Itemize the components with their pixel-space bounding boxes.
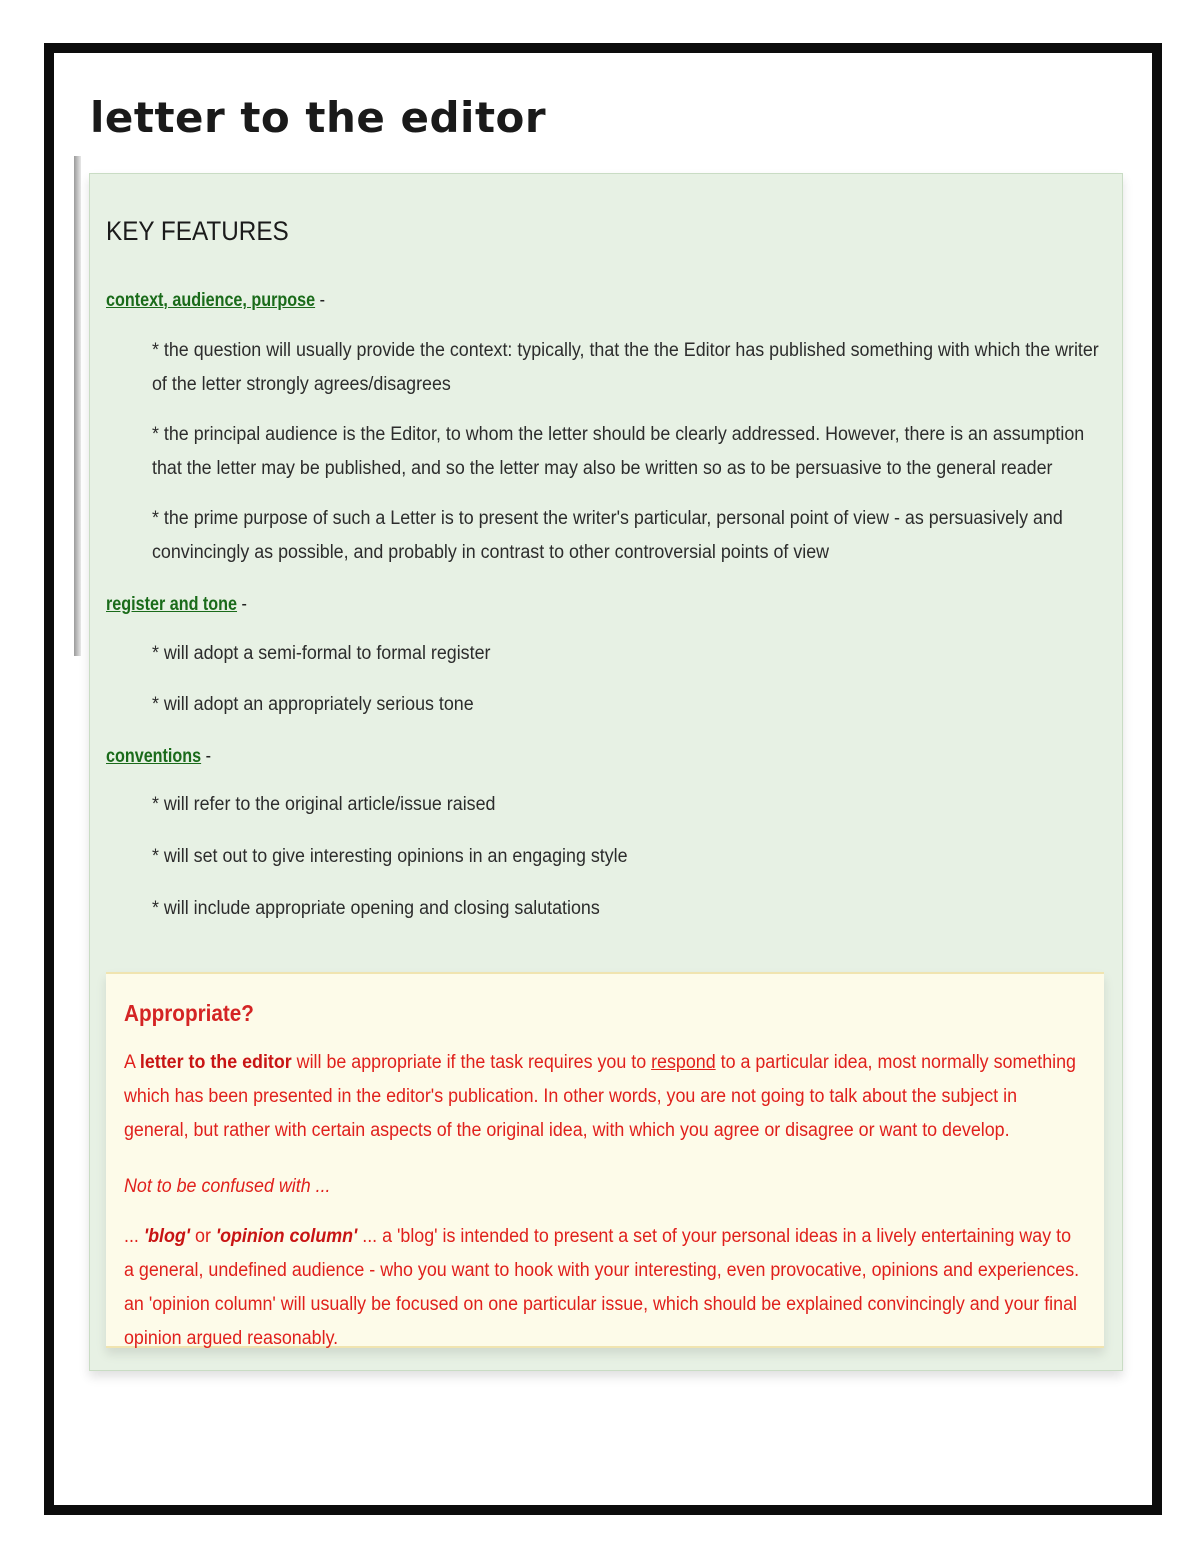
underlined-term: respond	[651, 1052, 716, 1073]
appropriate-heading: Appropriate?	[124, 1000, 254, 1026]
key-features-panel	[89, 173, 1123, 1371]
bold-term: 'blog'	[143, 1226, 191, 1247]
bullet-item: * the principal audience is the Editor, to whom the letter should be clearly addressed. However, there is an assumption that the letter may be published, and so the letter may also be written so as to be persuasive to the general reader	[152, 424, 1085, 479]
bullet-item: * the question will usually provide the context: typically, that the the Editor has published something with which the writer of the letter strongly agrees/disagrees	[152, 340, 1099, 395]
side-shadow-bar	[74, 156, 81, 656]
bullet-item: * will include appropriate opening and closing salutations	[152, 898, 600, 919]
section-separator: -	[237, 594, 247, 615]
page-title: letter to the editor	[90, 93, 547, 142]
text-span: or	[190, 1226, 216, 1247]
text-span: A	[124, 1052, 140, 1073]
section-label-register	[106, 594, 247, 616]
section-label-conventions	[106, 746, 211, 768]
comparison-paragraph	[124, 1220, 1083, 1356]
bullet-item: * will set out to give interesting opinions in an engaging style	[152, 846, 628, 867]
text-span: will be appropriate if the task requires you to	[291, 1052, 652, 1073]
text-span: ...	[124, 1226, 144, 1247]
bold-term: 'opinion column'	[215, 1226, 358, 1247]
text-span: ... a 'blog' is intended to present a set of your personal ideas in a lively entertaining way to a general, undefined audience - who you want to hook with your interesting, even provocative, opinions and experiences. an 'opinion column' will usually be focused on one particular issue, which should be explained convincingly and your final opinion argued reasonably.	[124, 1226, 1080, 1349]
bullet-item: * will refer to the original article/issue raised	[152, 794, 496, 815]
section-separator: -	[315, 290, 325, 311]
key-features-heading: KEY FEATURES	[106, 216, 289, 246]
text-span: to a particular idea, most normally something which has been presented in the editor's publication. In other words, you are not going to talk about the subject in general, but rather with certain aspects of the original idea, with which you agree or disagree or want to develop.	[124, 1052, 1076, 1141]
appropriate-callout	[106, 972, 1104, 1348]
conventions-link[interactable]: conventions	[106, 746, 202, 767]
section-label-context	[106, 290, 325, 312]
bullet-item: * will adopt a semi-formal to formal register	[152, 643, 491, 664]
context-audience-purpose-link[interactable]: context, audience, purpose	[106, 290, 316, 311]
bold-term: letter to the editor	[139, 1052, 292, 1073]
not-confused-line: Not to be confused with ...	[124, 1176, 331, 1197]
bullet-item: * will adopt an appropriately serious tone	[152, 694, 474, 715]
appropriate-paragraph	[124, 1046, 1083, 1148]
register-and-tone-link[interactable]: register and tone	[106, 594, 238, 615]
section-separator: -	[201, 746, 211, 767]
bullet-item: * the prime purpose of such a Letter is to present the writer's particular, personal point of view - as persuasively and convincingly as possible, and probably in contrast to other controversial points of view	[152, 508, 1063, 563]
page-frame	[44, 43, 1162, 1515]
